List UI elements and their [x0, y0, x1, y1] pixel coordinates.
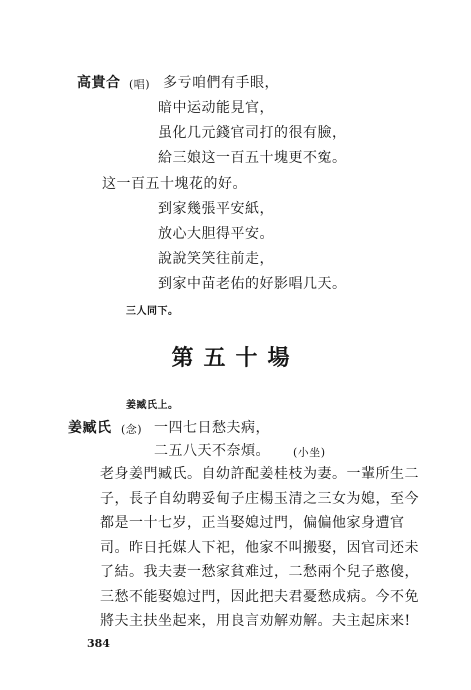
stage-cue: (念)	[121, 423, 143, 436]
verse-line: 到家幾張平安紙，	[158, 201, 274, 217]
verse-line: 二五八天不奈煩。	[154, 443, 270, 459]
prose-line: 了結。我夫妻一愁家貧难过，二愁兩个兒子憨傻，	[100, 564, 419, 580]
prose-line: 子，長子自幼聘妥甸子庄楊玉清之三女为媳，至今	[100, 491, 419, 507]
verse-line: 說說笑笑往前走，	[158, 251, 274, 267]
verse-line: 放心大胆得平安。	[158, 226, 274, 242]
verse-line: 給三娘这一百五十塊更不寃。	[158, 150, 347, 166]
verse-line: 一四七日愁夫病，	[154, 420, 270, 436]
verse-line: 多亏咱們有手眼，	[163, 75, 279, 91]
stage-note: (小坐)	[293, 446, 326, 459]
prose-line: 將夫主扶坐起来，用良言劝解劝解。夫主起床来!	[100, 613, 411, 629]
speaker-name: 高貴合	[77, 75, 121, 91]
prose-line: 三愁不能娶媳过門，因此把夫君憂愁成病。今不免	[100, 589, 419, 605]
speaker-name: 姜臧氏	[68, 420, 112, 436]
verse-line: 虽化几元錢官司打的很有臉，	[158, 125, 347, 141]
stage-cue: (唱)	[129, 78, 151, 91]
prose-line: 司。昨日托媒人下祀，他家不叫搬娶，因官司还未	[100, 540, 419, 556]
stage-direction: 三人同下。	[126, 306, 179, 317]
stage-direction: 姜臧氏上。	[126, 400, 179, 411]
prose-line: 都是一十七岁，正当娶媳过門，偏偏他家身遭官	[100, 515, 405, 531]
verse-line: 到家中苗老佑的好影唱几天。	[158, 276, 347, 292]
verse-line: 这一百五十塊花的好。	[102, 176, 247, 192]
verse-line: 暗中运动能見官，	[158, 100, 274, 116]
scene-title: 第五十場	[171, 345, 300, 371]
page-number: 384	[87, 637, 110, 650]
prose-line: 老身姜門臧氏。自幼許配姜桂枝为妻。一輩所生二	[100, 466, 419, 482]
